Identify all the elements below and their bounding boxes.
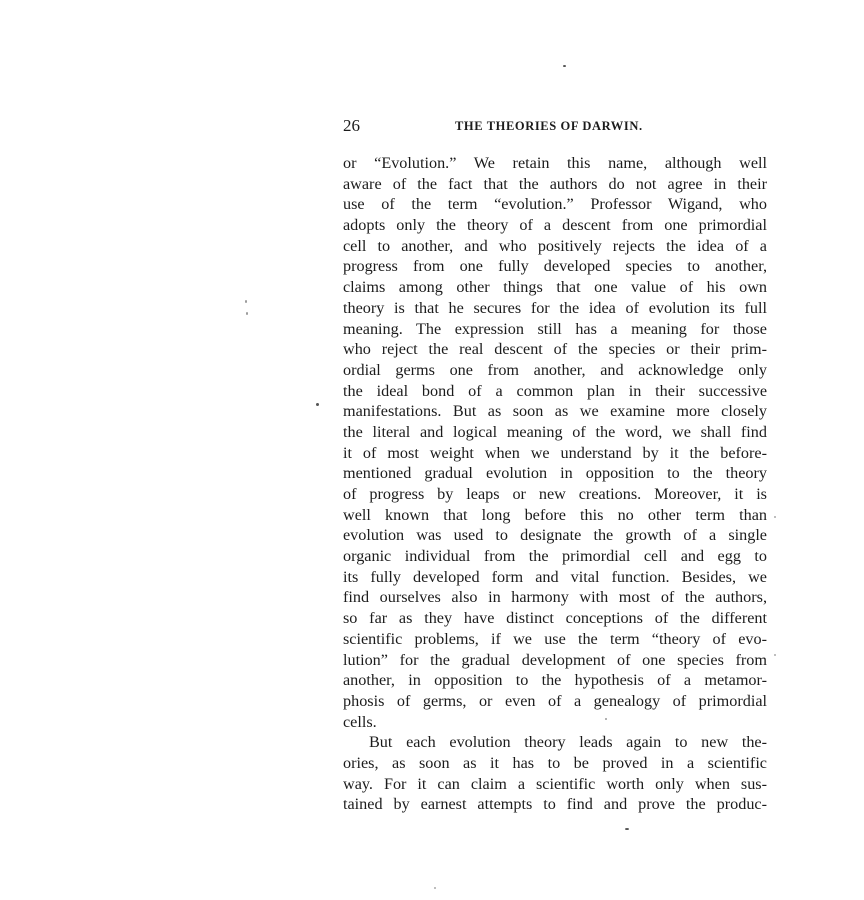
scan-speck <box>434 887 436 889</box>
text-line: so far as they have distinct conceptions of the different <box>343 609 767 628</box>
text-line: use of the term “evolution.” Professor Wigand, who <box>343 195 767 214</box>
text-line: or “Evolution.” We retain this name, although well <box>343 154 767 172</box>
scan-speck <box>605 718 607 720</box>
text-line: tained by earnest attempts to find and prove the produc- <box>343 795 767 814</box>
text-line: ordial germs one from another, and acknowledge only <box>343 360 767 379</box>
text-line: manifestations. But as soon as we examine more closely <box>343 402 767 421</box>
scan-speck <box>625 828 629 830</box>
page-number: 26 <box>343 116 360 135</box>
text-line: progress from one fully developed species to another, <box>343 257 767 276</box>
text-line: of progress by leaps or new creations. Moreover, it is <box>343 485 767 503</box>
paragraph-end-line: cells. <box>343 712 377 731</box>
text-line: evolution was used to designate the growth of a single <box>343 526 767 545</box>
scan-speck <box>246 312 248 315</box>
text-line: meaning. The expression still has a meaning for those <box>343 319 767 338</box>
text-line: who reject the real descent of the species or their prim- <box>343 340 767 359</box>
text-line: well known that long before this no other term than <box>343 505 767 524</box>
text-line: organic individual from the primordial cell and egg to <box>343 547 767 566</box>
text-line: theory is that he secures for the idea of evolution its full <box>343 298 767 317</box>
text-line: adopts only the theory of a descent from one primordial <box>343 216 767 235</box>
scan-speck <box>316 403 319 406</box>
text-line: find ourselves also in harmony with most of the authors, <box>343 588 767 607</box>
text-line: the literal and logical meaning of the word, we shall find <box>343 422 767 441</box>
text-line: mentioned gradual evolution in opposition to the theory <box>343 464 767 483</box>
text-line: it of most weight when we understand by it the before- <box>343 443 767 462</box>
scan-speck <box>245 300 247 303</box>
text-line: way. For it can claim a scientific worth only when sus- <box>343 774 767 793</box>
text-line: the ideal bond of a common plan in their successive <box>343 381 767 400</box>
text-line: cell to another, and who positively rejects the idea of a <box>343 236 767 255</box>
text-line: phosis of germs, or even of a genealogy of primordial <box>343 691 767 710</box>
scan-speck <box>774 654 776 656</box>
running-head: THE THEORIES OF DARWIN. <box>455 119 643 133</box>
text-line: aware of the fact that the authors do not agree in their <box>343 174 767 193</box>
page-header <box>343 116 767 138</box>
text-line: scientific problems, if we use the term “theory of evo- <box>343 629 767 648</box>
scan-speck <box>774 516 776 518</box>
text-line: lution” for the gradual development of one species from <box>343 650 767 669</box>
text-line: its fully developed form and vital function. Besides, we <box>343 567 767 586</box>
scan-speck <box>563 65 566 67</box>
body-text <box>343 153 767 815</box>
paragraph-start-line: But each evolution theory leads again to new the- <box>369 733 767 752</box>
text-line: another, in opposition to the hypothesis of a metamor- <box>343 671 767 690</box>
text-line: claims among other things that one value of his own <box>343 278 767 297</box>
text-line: ories, as soon as it has to be proved in a scientific <box>343 753 767 772</box>
